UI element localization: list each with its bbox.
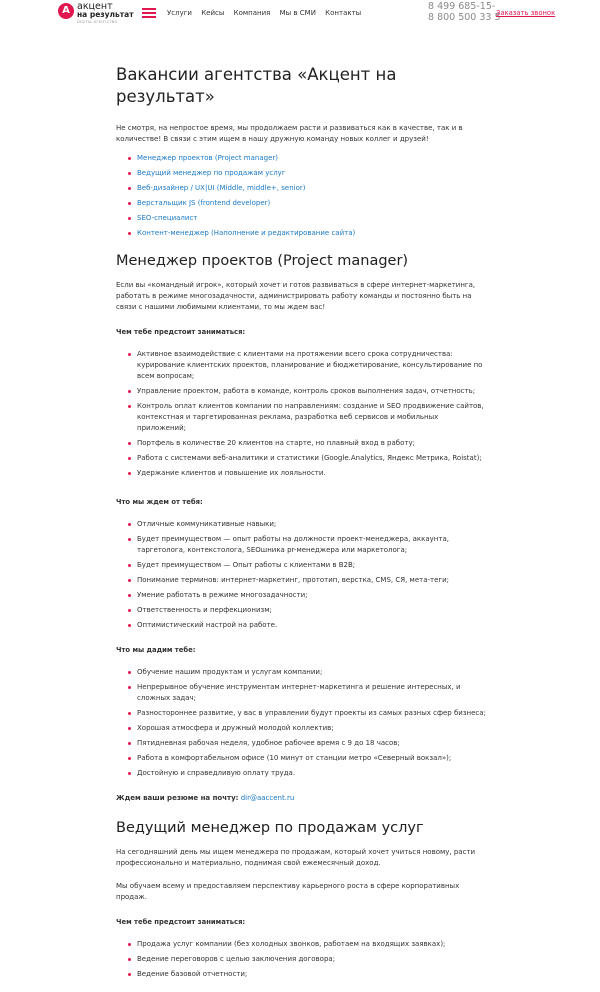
vacancy-link-sales[interactable]: Ведущий менеджер по продажам услуг	[137, 169, 286, 177]
list-item: Управление проектом, работа в команде, контроль сроков выполнения задач, отчетность;	[128, 386, 486, 397]
vacancy-link-pm[interactable]: Менеджер проектов (Project manager)	[137, 154, 278, 162]
vacancy-link-content[interactable]: Контент-менеджер (Наполнение и редактирование сайта)	[137, 229, 356, 237]
list-item	[128, 153, 486, 164]
list-item: Оптимистический настрой на работе.	[128, 620, 486, 631]
list-item: Ответственность и перфекционизм;	[128, 605, 486, 616]
page-intro: Не смотря, на непростое время, мы продолжаем расти и развиваться как в качестве, так и в количестве! В связи с этим ищем в нашу дружную команду новых коллег и друзей!	[116, 124, 463, 143]
list-item: Хорошая атмосфера и дружный молодой коллектив;	[128, 723, 486, 734]
site-header	[0, 0, 600, 26]
pm-intro: Если вы «командный игрок», который хочет и готов развиваться в сфере интернет-маркетинга, работать в режиме многозадачности, администрировать работу команды и постоянно быть на связи с нашими любимыми клиентами, то мы ждем вас!	[116, 281, 476, 311]
resume-label: Ждем ваши резюме на почту:	[116, 794, 239, 802]
section-title-pm: Менеджер проектов (Project manager)	[116, 253, 409, 269]
vacancy-link-seo[interactable]: SEO-специалист	[137, 214, 198, 222]
list-item: Работа в комфортабельном офисе (10 минут от станции метро «Северный вокзал»);	[128, 753, 486, 764]
nav-item-services[interactable]: Услуги	[167, 9, 192, 17]
resume-email-link[interactable]: dir@aaccent.ru	[240, 794, 295, 802]
list-item: Отличные коммуникативные навыки;	[128, 519, 486, 530]
sales-career: Мы обучаем всему и предоставляем перспективу карьерного роста в сфере корпоративных продаж.	[116, 882, 460, 901]
pm-tasks-label: Чем тебе предстоит заниматься:	[116, 328, 246, 336]
nav-item-company[interactable]: Компания	[233, 9, 271, 17]
list-item: Непрерывное обучение инструментам интернет-маркетинга и решение интересных, и сложных задач;	[128, 682, 486, 704]
list-item: Умение работать в режиме многозадачности;	[128, 590, 486, 601]
list-item: Удержание клиентов и повышение их лояльности.	[128, 468, 486, 479]
pm-expect-label: Что мы ждем от тебя:	[116, 498, 203, 506]
menu-hamburger-icon[interactable]	[142, 8, 156, 18]
list-item	[128, 228, 486, 239]
callback-link[interactable]: Заказать звонок	[496, 9, 556, 17]
main-content	[116, 64, 486, 992]
logo-text-line1: акцент	[77, 1, 113, 12]
list-item: Понимание терминов: интернет-маркетинг, прототип, верстка, CMS, CЯ, мета-теги;	[128, 575, 486, 586]
list-item: Разностороннее развитие, у вас в управлении будут проекты из самых разных сфер бизнеса;	[128, 708, 486, 719]
vacancy-link-frontend[interactable]: Верстальщик JS (frontend developer)	[137, 199, 271, 207]
vacancy-links	[128, 153, 486, 239]
pm-give-label: Что мы дадим тебе:	[116, 646, 196, 654]
list-item: Будет преимуществом — Опыт работы с клиентами в B2B;	[128, 560, 486, 571]
section-title-sales: Ведущий менеджер по продажам услуг	[116, 820, 424, 836]
list-item: Контроль оплат клиентов компании по направлениям: создание и SEO продвижение сайтов, контекстная и таргетированная реклама, разработка веб сервисов и мобильных приложений;	[128, 401, 486, 434]
list-item: Продажа услуг компании (без холодных звонков, работаем на входящих заявках);	[128, 939, 486, 950]
resume-line	[116, 793, 486, 804]
logo-text-line2: на результат	[77, 10, 134, 19]
pm-give-list	[128, 667, 486, 779]
logo[interactable]	[58, 3, 138, 25]
list-item: Портфель в количестве 20 клиентов на старте, но плавный вход в работу;	[128, 438, 486, 449]
list-item: Достойную и справедливую оплату труда.	[128, 768, 486, 779]
phone-numbers	[428, 1, 501, 25]
list-item: Работа с системами веб-аналитики и статистики (Google.Analytics, Яндекс Метрика, Roistat);	[128, 453, 486, 464]
sales-tasks-label: Чем тебе предстоит заниматься:	[116, 918, 246, 926]
list-item: Обучение нашим продуктам и услугам компании;	[128, 667, 486, 678]
list-item	[128, 213, 486, 224]
sales-intro: На сегодняшний день мы ищем менеджера по продажам, который хочет учиться новому, расти профессионально и материально, поднимая свой ежемесячный доход.	[116, 848, 476, 867]
sales-tasks-list	[128, 939, 486, 980]
logo-mark-icon: А	[58, 3, 74, 19]
vacancy-link-designer[interactable]: Веб-дизайнер / UX|UI (Middle, middle+, senior)	[137, 184, 306, 192]
nav-item-press[interactable]: Мы в СМИ	[279, 9, 316, 17]
list-item: Ведение переговоров с целью заключения договора;	[128, 954, 486, 965]
nav-item-contacts[interactable]: Контакты	[325, 9, 362, 17]
list-item: Ведение базовой отчетности;	[128, 969, 486, 980]
list-item: Активное взаимодействие с клиентами на протяжении всего срока сотрудничества: курирование клиентских проектов, планирование и бюджетирование, консультирование по всем вопросам;	[128, 349, 486, 382]
pm-tasks-list	[128, 349, 486, 479]
phone-free[interactable]: 8 800 500 33 5	[428, 12, 501, 23]
pm-expect-list	[128, 519, 486, 631]
list-item	[128, 198, 486, 209]
page-title: Вакансии агентства «Акцент на результат»	[116, 65, 397, 106]
phone-moscow[interactable]: 8 499 685-15-	[428, 1, 496, 12]
list-item	[128, 183, 486, 194]
list-item: Будет преимуществом — опыт работы на должности проект-менеджера, аккаунта, таргетолога, контекстолога, SEOшника pr-менеджера или маркетолога;	[128, 534, 486, 556]
list-item	[128, 168, 486, 179]
list-item: Пятидневная рабочая неделя, удобное рабочее время с 9 до 18 часов;	[128, 738, 486, 749]
main-nav	[167, 9, 368, 17]
logo-tagline: DIGITAL-АГЕНТСТВО	[77, 20, 118, 24]
nav-item-cases[interactable]: Кейсы	[201, 9, 225, 17]
